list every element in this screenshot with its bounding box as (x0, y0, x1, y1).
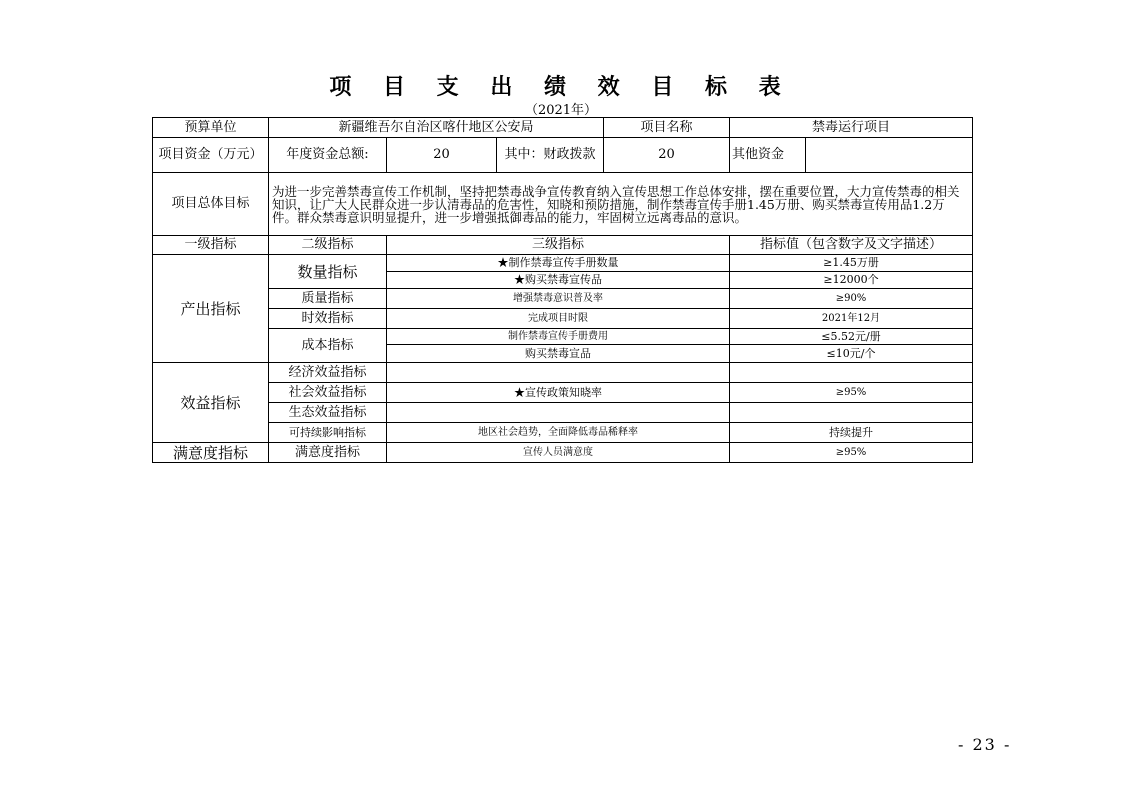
funds-other-label: 其他资金 (730, 138, 806, 173)
value-cell (730, 403, 973, 423)
funds-fiscal-value: 20 (604, 138, 730, 173)
sub-quantity: 数量指标 (269, 255, 387, 289)
performance-table (152, 117, 973, 463)
value-cell: 持续提升 (730, 423, 973, 443)
funds-total-label: 年度资金总额: (269, 138, 387, 173)
page-number: - 23 - (958, 735, 1012, 754)
indicator-cell: ★制作禁毒宣传手册数量 (387, 255, 730, 272)
col-header-level1: 一级指标 (153, 236, 269, 255)
group-satisfaction: 满意度指标 (153, 443, 269, 463)
indicator-cell: 宣传人员满意度 (387, 443, 730, 463)
sub-quality: 质量指标 (269, 289, 387, 309)
project-name-value: 禁毒运行项目 (730, 118, 973, 138)
funds-label: 项目资金（万元） (153, 138, 269, 173)
col-header-value: 指标值（包含数字及文字描述） (730, 236, 973, 255)
value-cell: ≤10元/个 (730, 345, 973, 363)
indicator-cell (387, 363, 730, 383)
indicator-cell: ★购买禁毒宣传品 (387, 272, 730, 289)
indicator-cell: 制作禁毒宣传手册费用 (387, 329, 730, 345)
value-cell: 2021年12月 (730, 309, 973, 329)
sub-sustainable: 可持续影响指标 (269, 423, 387, 443)
sub-satisfaction: 满意度指标 (269, 443, 387, 463)
project-name-label: 项目名称 (604, 118, 730, 138)
col-header-level3: 三级指标 (387, 236, 730, 255)
value-cell: ≥95% (730, 443, 973, 463)
funds-fiscal-label: 其中：财政拨款 (497, 138, 604, 173)
indicator-cell (387, 403, 730, 423)
sub-social: 社会效益指标 (269, 383, 387, 403)
value-cell (730, 363, 973, 383)
group-output: 产出指标 (153, 255, 269, 363)
unit-value: 新疆维吾尔自治区喀什地区公安局 (269, 118, 604, 138)
funds-other-value (806, 138, 973, 173)
goal-label: 项目总体目标 (153, 173, 269, 236)
sub-ecological: 生态效益指标 (269, 403, 387, 423)
unit-label: 预算单位 (153, 118, 269, 138)
indicator-cell: 完成项目时限 (387, 309, 730, 329)
col-header-level2: 二级指标 (269, 236, 387, 255)
group-benefit: 效益指标 (153, 363, 269, 443)
value-cell: ≥95% (730, 383, 973, 403)
value-cell: ≤5.52元/册 (730, 329, 973, 345)
goal-text: 为进一步完善禁毒宣传工作机制，坚持把禁毒战争宣传教育纳入宣传思想工作总体安排，摆在重要位置，大力宣传禁毒的相关知识，让广大人民群众进一步认清毒品的危害性，知晓和预防措施，制作禁毒宣传手册1.45万册、购买禁毒宣传用品1.2万件。群众禁毒意识明显提升，进一步增强抵御毒品的能力，牢固树立远离毒品的意识。 (269, 173, 973, 236)
document-title: 项 目 支 出 绩 效 目 标 表 (329, 74, 793, 100)
value-cell: ≥1.45万册 (730, 255, 973, 272)
sub-cost: 成本指标 (269, 329, 387, 363)
indicator-cell: 增强禁毒意识普及率 (387, 289, 730, 309)
sub-timeliness: 时效指标 (269, 309, 387, 329)
indicator-cell: 购买禁毒宣品 (387, 345, 730, 363)
sub-economic: 经济效益指标 (269, 363, 387, 383)
funds-total-value: 20 (387, 138, 497, 173)
indicator-cell: ★宣传政策知晓率 (387, 383, 730, 403)
document-year: （2021年） (524, 103, 598, 118)
value-cell: ≥12000个 (730, 272, 973, 289)
value-cell: ≥90% (730, 289, 973, 309)
indicator-cell: 地区社会趋势，全面降低毒品稀释率 (387, 423, 730, 443)
